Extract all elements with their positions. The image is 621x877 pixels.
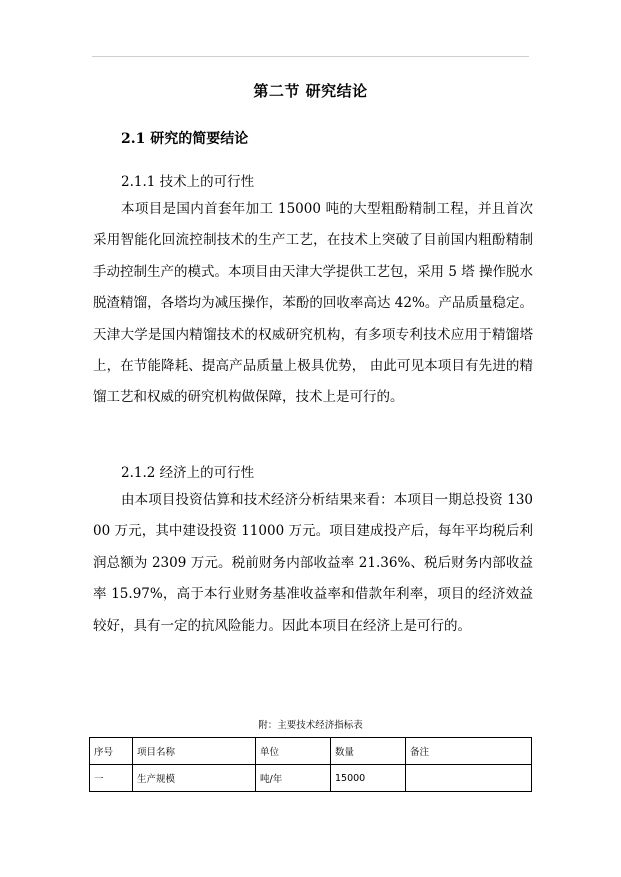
section-title: 第二节 研究结论 — [253, 82, 368, 100]
cell-index: 一 — [90, 765, 133, 792]
indicators-table — [89, 737, 532, 792]
economic-feasibility-heading: 2.1.2 经济上的可行性 — [121, 465, 255, 481]
column-header-index: 序号 — [90, 738, 133, 765]
header-rule — [92, 56, 529, 57]
column-header-remarks: 备注 — [406, 738, 532, 765]
column-header-unit: 单位 — [256, 738, 331, 765]
table-row — [90, 765, 532, 792]
subsection-title: 2.1 研究的简要结论 — [121, 131, 249, 147]
cell-remarks — [406, 765, 532, 792]
economic-feasibility-paragraph: 由本项目投资估算和技术经济分析结果来看：本项目一期总投资 13000 万元，其中建设投资 11000 万元。项目建成投产后，每年平均税后利润总额为 2309 万元。税前财务内部收益率 21.36%、税后财务内部收益率 15.97%，高于本行业财务基准收益率和借款年利率，项目的经济效益较好，具有一定的抗风险能力。因此本项目在经济上是可行的。 — [93, 492, 533, 634]
cell-quantity: 15000 — [331, 765, 406, 792]
technical-feasibility-heading: 2.1.1 技术上的可行性 — [121, 174, 255, 190]
column-header-item-name: 项目名称 — [133, 738, 256, 765]
cell-unit: 吨/年 — [256, 765, 331, 792]
table-caption: 附：主要技术经济指标表 — [258, 720, 363, 731]
technical-feasibility-paragraph: 本项目是国内首套年加工 15000 吨的大型粗酚精制工程，并且首次采用智能化回流控制技术的生产工艺，在技术上突破了目前国内粗酚精制手动控制生产的模式。本项目由天津大学提供工艺包，采用 5 塔 操作脱水脱渣精馏，各塔均为减压操作，苯酚的回收率高达 42%。产品质量稳定。天津大学是国内精馏技术的权威研究机构，有多项专利技术应用于精馏塔上，在节能降耗、提高产品质量上极具优势， 由此可见本项目有先进的精馏工艺和权威的研究机构做保障，技术上是可行的。 — [93, 201, 533, 406]
column-header-quantity: 数量 — [331, 738, 406, 765]
cell-item-name: 生产规模 — [133, 765, 256, 792]
table-header-row — [90, 738, 532, 765]
